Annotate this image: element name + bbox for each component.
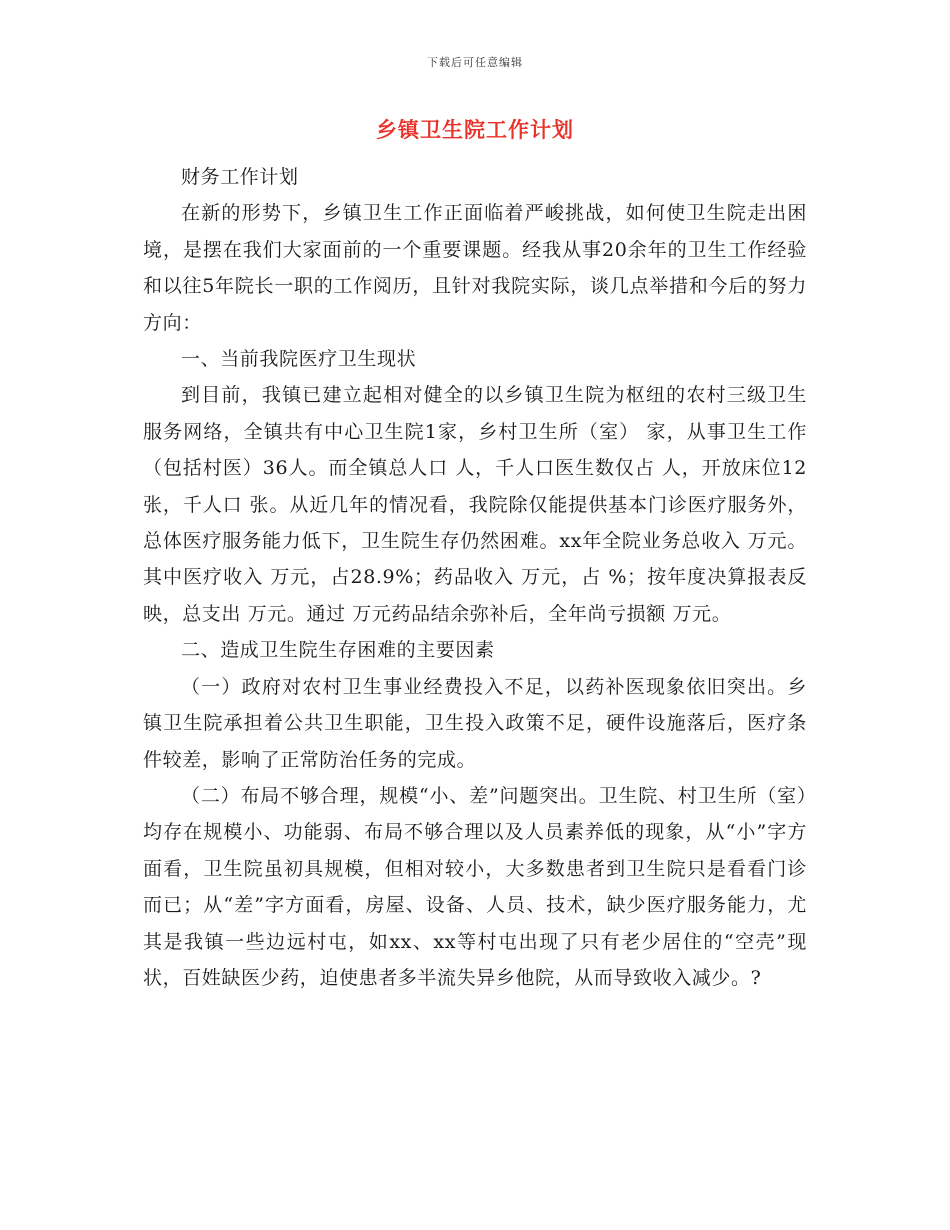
factor-paragraph-1: （一）政府对农村卫生事业经费投入不足，以药补医现象依旧突出。乡镇卫生院承担着公共卫生职能，卫生投入政策不足，硬件设施落后，医疗条件较差，影响了正常防治任务的完成。 (143, 675, 807, 771)
header-note: 下载后可任意编辑 (427, 56, 523, 69)
section-heading-1: 一、当前我院医疗卫生现状 (181, 348, 417, 371)
status-paragraph: 到目前，我镇已建立起相对健全的以乡镇卫生院为枢纽的农村三级卫生服务网络，全镇共有中心卫生院1家，乡村卫生所（室） 家，从事卫生工作（包括村医）36人。而全镇总人口 人，千人口医生数仅占 人，开放床位12张，千人口 张。从近几年的情况看，我院除仅能提供基本门诊医疗服务外，总体医疗服务能力低下，卫生院生存仍然困难。xx年全院业务总收入 万元。其中医疗收入 万元，占28.9%；药品收入 万元，占 %；按年度决算报表反映，总支出 万元。通过 万元药品结余弥补后，全年尚亏损额 万元。 (143, 384, 807, 625)
section-heading-2: 二、造成卫生院生存困难的主要因素 (181, 639, 495, 662)
intro-paragraph: 在新的形势下，乡镇卫生工作正面临着严峻挑战，如何使卫生院走出困境，是摆在我们大家面前的一个重要课题。经我从事20余年的卫生工作经验和以往5年院长一职的工作阅历，且针对我院实际，谈几点举措和今后的努力方向： (143, 202, 807, 334)
section-label: 财务工作计划 (181, 166, 299, 188)
factor-paragraph-2: （二）布局不够合理，规模“小、差”问题突出。卫生院、村卫生所（室）均存在规模小、功能弱、布局不够合理以及人员素养低的现象，从“小”字方面看，卫生院虽初具规模，但相对较小，大多数患者到卫生院只是看看门诊而已；从“差”字方面看，房屋、设备、人员、技术，缺少医疗服务能力，尤其是我镇一些边远村屯，如xx、xx等村屯出现了只有老少居住的“空壳”现状，百姓缺医少药，迫使患者多半流失异乡他院，从而导致收入减少。? (143, 784, 807, 989)
document-title: 乡镇卫生院工作计划 (376, 117, 574, 142)
document-body (143, 159, 807, 996)
